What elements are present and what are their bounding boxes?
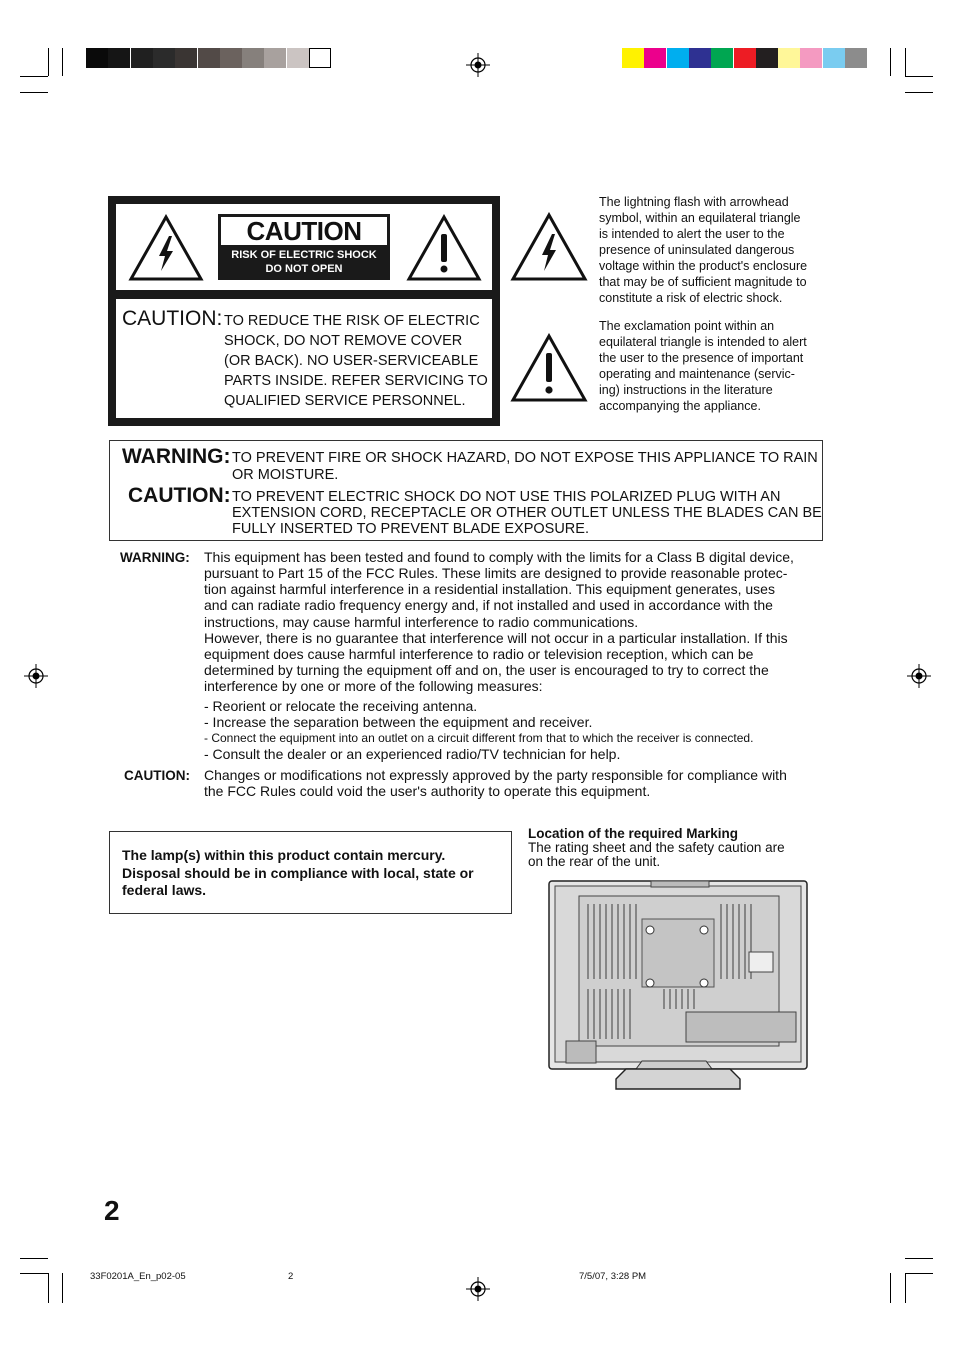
footer-page: 2 bbox=[288, 1271, 294, 1282]
lamp-notice-line: Disposal should be in compliance with local, state or bbox=[122, 865, 474, 881]
caution-heading: CAUTION: bbox=[128, 484, 231, 507]
marking-line: on the rear of the unit. bbox=[528, 854, 661, 869]
color-swatch bbox=[287, 48, 309, 68]
color-swatch bbox=[198, 48, 220, 68]
color-swatch bbox=[220, 48, 242, 68]
tv-rear-illustration bbox=[546, 879, 810, 1095]
color-swatch bbox=[264, 48, 286, 68]
exclamation-symbol-icon bbox=[510, 333, 588, 403]
warning-heading: WARNING: bbox=[122, 445, 231, 468]
list-item: - Connect the equipment into an outlet on a circuit different from that to which the receiver is connected. bbox=[204, 731, 754, 745]
color-swatch bbox=[175, 48, 197, 68]
explanation-line: The exclamation point within an bbox=[599, 319, 775, 333]
caution-heading: CAUTION: bbox=[122, 307, 223, 330]
fcc-line: determined by turning the equipment off and on, the user is encouraged to try to correct the bbox=[204, 662, 769, 678]
color-swatch bbox=[622, 48, 644, 68]
list-item: - Increase the separation between the equipment and receiver. bbox=[204, 714, 593, 730]
fcc-line: Changes or modifications not expressly approved by the party responsible for compliance with bbox=[204, 767, 787, 783]
explanation-line: symbol, within an equilateral triangle bbox=[599, 211, 801, 225]
color-swatch bbox=[845, 48, 867, 68]
fcc-line: instructions, may cause harmful interference to radio communications. bbox=[204, 614, 639, 630]
explanation-line: constitute a risk of electric shock. bbox=[599, 291, 783, 305]
explanation-line: the user to the presence of important bbox=[599, 351, 804, 365]
explanation-line: voltage within the product's enclosure bbox=[599, 259, 808, 273]
lamp-notice-line: federal laws. bbox=[122, 882, 207, 898]
marking-text bbox=[528, 841, 785, 869]
list-item: - Reorient or relocate the receiving antenna. bbox=[204, 698, 478, 714]
lightning-symbol-icon bbox=[510, 212, 588, 282]
caution-line: SHOCK, DO NOT REMOVE COVER bbox=[224, 333, 463, 349]
caution-line: PARTS INSIDE. REFER SERVICING TO bbox=[224, 373, 488, 389]
explanation-line: operating and maintenance (servic- bbox=[599, 367, 795, 381]
lamp-notice-line: The lamp(s) within this product contain mercury. bbox=[122, 847, 446, 863]
caution-line: (OR BACK). NO USER-SERVICEABLE bbox=[224, 353, 479, 369]
color-swatch bbox=[108, 48, 130, 68]
fcc-line: tion against harmful interference in a residential installation. This equipment generates, uses bbox=[204, 581, 775, 597]
caution-line: TO PREVENT ELECTRIC SHOCK DO NOT USE THIS POLARIZED PLUG WITH AN bbox=[232, 489, 781, 505]
color-swatch bbox=[309, 48, 331, 68]
exclamation-explanation bbox=[599, 318, 824, 414]
caution-box bbox=[108, 196, 500, 426]
fcc-line: and can radiate radio frequency energy and, if not installed and used in accordance with the bbox=[204, 597, 773, 613]
marking-title: Location of the required Marking bbox=[528, 826, 739, 841]
explanation-line: The lightning flash with arrowhead bbox=[599, 195, 789, 209]
page-number: 2 bbox=[104, 1195, 120, 1226]
registration-mark-icon bbox=[907, 664, 931, 688]
explanation-line: presence of uninsulated dangerous bbox=[599, 243, 795, 257]
fcc-line: pursuant to Part 15 of the FCC Rules. These limits are designed to provide reasonable protec- bbox=[204, 565, 788, 581]
explanation-line: is intended to alert the user to the bbox=[599, 227, 785, 241]
color-swatch bbox=[86, 48, 108, 68]
explanation-line: equilateral triangle is intended to alert bbox=[599, 335, 807, 349]
color-swatch bbox=[689, 48, 711, 68]
registration-mark-icon bbox=[24, 664, 48, 688]
caution-label-title: CAUTION bbox=[221, 217, 387, 245]
color-swatch bbox=[153, 48, 175, 68]
fcc-line: equipment does cause harmful interference to radio or television reception, which can be bbox=[204, 646, 754, 662]
caution-line: QUALIFIED SERVICE PERSONNEL. bbox=[224, 393, 466, 409]
fcc-warning-label: WARNING: bbox=[120, 550, 190, 565]
fcc-caution-label: CAUTION: bbox=[124, 768, 190, 783]
caution-label-line2: DO NOT OPEN bbox=[265, 263, 343, 275]
fcc-line: However, there is no guarantee that interference will not occur in a particular installation. If this bbox=[204, 630, 788, 646]
caution-box-header bbox=[116, 204, 492, 290]
marking-line: The rating sheet and the safety caution are bbox=[528, 840, 785, 855]
footer-filename: 33F0201A_En_p02-05 bbox=[90, 1271, 186, 1282]
lamp-notice-box bbox=[109, 831, 512, 914]
warning-box bbox=[109, 440, 823, 541]
list-item: - Consult the dealer or an experienced radio/TV technician for help. bbox=[204, 746, 621, 762]
color-swatch bbox=[734, 48, 756, 68]
color-swatch bbox=[711, 48, 733, 68]
caution-line: EXTENSION CORD, RECEPTACLE OR OTHER OUTLET UNLESS THE BLADES CAN BE bbox=[232, 505, 822, 521]
color-swatch bbox=[778, 48, 800, 68]
color-swatch bbox=[131, 48, 153, 68]
registration-mark-icon bbox=[466, 1277, 490, 1301]
exclamation-warning-icon bbox=[406, 214, 482, 282]
fcc-line: interference by one or more of the following measures: bbox=[204, 678, 543, 694]
color-swatch bbox=[800, 48, 822, 68]
explanation-line: ing) instructions in the literature bbox=[599, 383, 773, 397]
explanation-line: accompanying the appliance. bbox=[599, 399, 761, 413]
color-swatch bbox=[756, 48, 778, 68]
caution-line: FULLY INSERTED TO PREVENT BLADE EXPOSURE. bbox=[232, 521, 589, 537]
lightning-warning-icon bbox=[128, 214, 204, 282]
explanation-line: that may be of sufficient magnitude to bbox=[599, 275, 807, 289]
color-swatch bbox=[823, 48, 845, 68]
caution-box-body bbox=[116, 299, 492, 418]
lightning-explanation bbox=[599, 194, 824, 306]
caution-line: TO REDUCE THE RISK OF ELECTRIC bbox=[224, 313, 480, 329]
registration-mark-icon bbox=[466, 53, 490, 77]
color-swatch bbox=[644, 48, 666, 68]
color-swatch bbox=[667, 48, 689, 68]
caution-label-line1: RISK OF ELECTRIC SHOCK bbox=[231, 249, 377, 261]
caution-label bbox=[218, 214, 390, 280]
color-swatch bbox=[242, 48, 264, 68]
warning-line: OR MOISTURE. bbox=[232, 467, 339, 483]
fcc-line: This equipment has been tested and found to comply with the limits for a Class B digital device, bbox=[204, 549, 794, 565]
warning-line: TO PREVENT FIRE OR SHOCK HAZARD, DO NOT EXPOSE THIS APPLIANCE TO RAIN bbox=[232, 450, 818, 466]
fcc-line: the FCC Rules could void the user's authority to operate this equipment. bbox=[204, 783, 651, 799]
footer-timestamp: 7/5/07, 3:28 PM bbox=[579, 1271, 647, 1282]
